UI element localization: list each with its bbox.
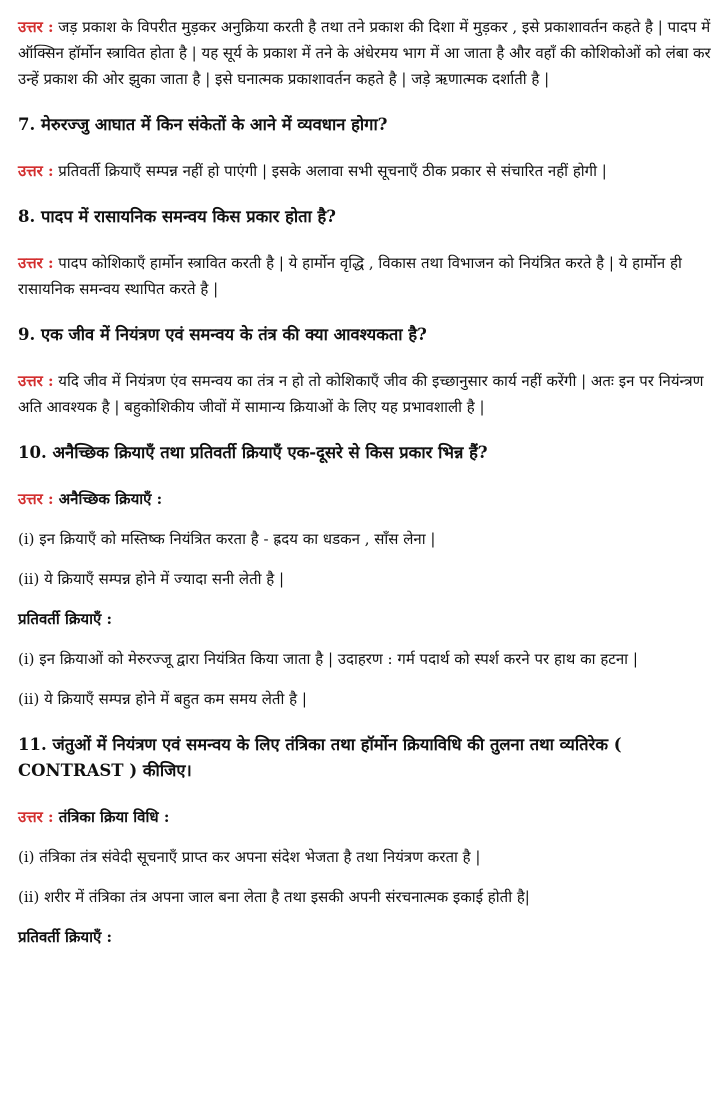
question-7: 7. मेरुरज्जु आघात में किन संकेतों के आने में व्यवधान होगा?	[18, 115, 388, 134]
answer-paragraph	[18, 250, 714, 302]
question-8: 8. पादप में रासायनिक समन्वय किस प्रकार होता है?	[18, 207, 336, 226]
answer-subheading	[18, 804, 714, 830]
answer-subheading	[18, 486, 714, 512]
answer-text: प्रतिवर्ती क्रियाएँ सम्पन्न नहीं हो पाएंगी | इसके अलावा सभी सूचनाएँ ठीक प्रकार से संचारित नहीं होगी |	[58, 162, 607, 180]
answer-text: जड़ प्रकाश के विपरीत मुड़कर अनुक्रिया करती है तथा तने प्रकाश की दिशा में मुड़कर , इसे प्रकाशावर्तन कहते है | पादप में ऑक्सिन हॉर्मोन स्त्रावित होता है | यह सूर्य के प्रकाश में तने के अंधेरमय भाग में आ जाता है और वहाँ की कोशिकोओं को लंबा कर उन्हें प्रकाश की ओर झुका जाता है | इसे घनात्मक प्रकाशावर्तन कहते है | जड़े ऋणात्मक दर्शाती है |	[18, 18, 711, 88]
subheading-text: तंत्रिका क्रिया विधि :	[58, 808, 170, 826]
subheading: प्रतिवर्ती क्रियाएँ :	[18, 610, 113, 628]
answer-paragraph	[18, 14, 714, 92]
answer-paragraph	[18, 368, 714, 420]
answer-text: पादप कोशिकाएँ हार्मोन स्त्रावित करती है | ये हार्मोन वृद्धि , विकास तथा विभाजन को नियंत्रित करते है | ये हार्मोन ही रासायनिक समन्वय स्थापित करते है |	[18, 254, 682, 298]
point-item: (i) इन क्रियाएँ को मस्तिष्क नियंत्रित करता है - ह्रदय का धडकन , साँस लेना |	[18, 530, 436, 548]
answer-label: उत्तर :	[18, 162, 54, 180]
answer-label: उत्तर :	[18, 808, 54, 826]
point-item: (i) तंत्रिका तंत्र संवेदी सूचनाएँ प्राप्त कर अपना संदेश भेजता है तथा नियंत्रण करता है |	[18, 848, 481, 866]
subheading: प्रतिवर्ती क्रियाएँ :	[18, 928, 113, 946]
point-item: (ii) शरीर में तंत्रिका तंत्र अपना जाल बना लेता है तथा इसकी अपनी संरचनात्मक इकाई होती है|	[18, 888, 530, 906]
answer-paragraph	[18, 158, 714, 184]
question-11: 11. जंतुओं में नियंत्रण एवं समन्वय के लिए तंत्रिका तथा हॉर्मोन क्रियाविधि की तुलना तथा व्यतिरेक ( CONTRAST ) कीजिए।	[18, 735, 622, 780]
point-item: (ii) ये क्रियाएँ सम्पन्न होने में ज्यादा सनी लेती है |	[18, 570, 285, 588]
question-10: 10. अनैच्छिक क्रियाएँ तथा प्रतिवर्ती क्रियाएँ एक-दूसरे से किस प्रकार भिन्न हैं?	[18, 443, 488, 462]
answer-text: यदि जीव में नियंत्रण एंव समन्वय का तंत्र न हो तो कोशिकाएँ जीव की इच्छानुसार कार्य नहीं करेंगी | अतः इन पर नियंन्त्रण अति आवश्यक है | बहुकोशिकीय जीवों में सामान्य क्रियाओं के लिए यह प्रभावशाली है |	[18, 372, 704, 416]
answer-label: उत्तर :	[18, 254, 54, 272]
subheading-text: अनैच्छिक क्रियाएँ :	[58, 490, 163, 508]
answer-label: उत्तर :	[18, 372, 54, 390]
point-item: (ii) ये क्रियाएँ सम्पन्न होने में बहुत कम समय लेती है |	[18, 690, 307, 708]
point-item: (i) इन क्रियाओं को मेरुरज्जू द्वारा नियंत्रित किया जाता है | उदाहरण : गर्म पदार्थ को स्पर्श करने पर हाथ का हटना |	[18, 650, 638, 668]
answer-label: उत्तर :	[18, 18, 54, 36]
answer-label: उत्तर :	[18, 490, 54, 508]
question-9: 9. एक जीव में नियंत्रण एवं समन्वय के तंत्र की क्या आवश्यकता है?	[18, 325, 427, 344]
